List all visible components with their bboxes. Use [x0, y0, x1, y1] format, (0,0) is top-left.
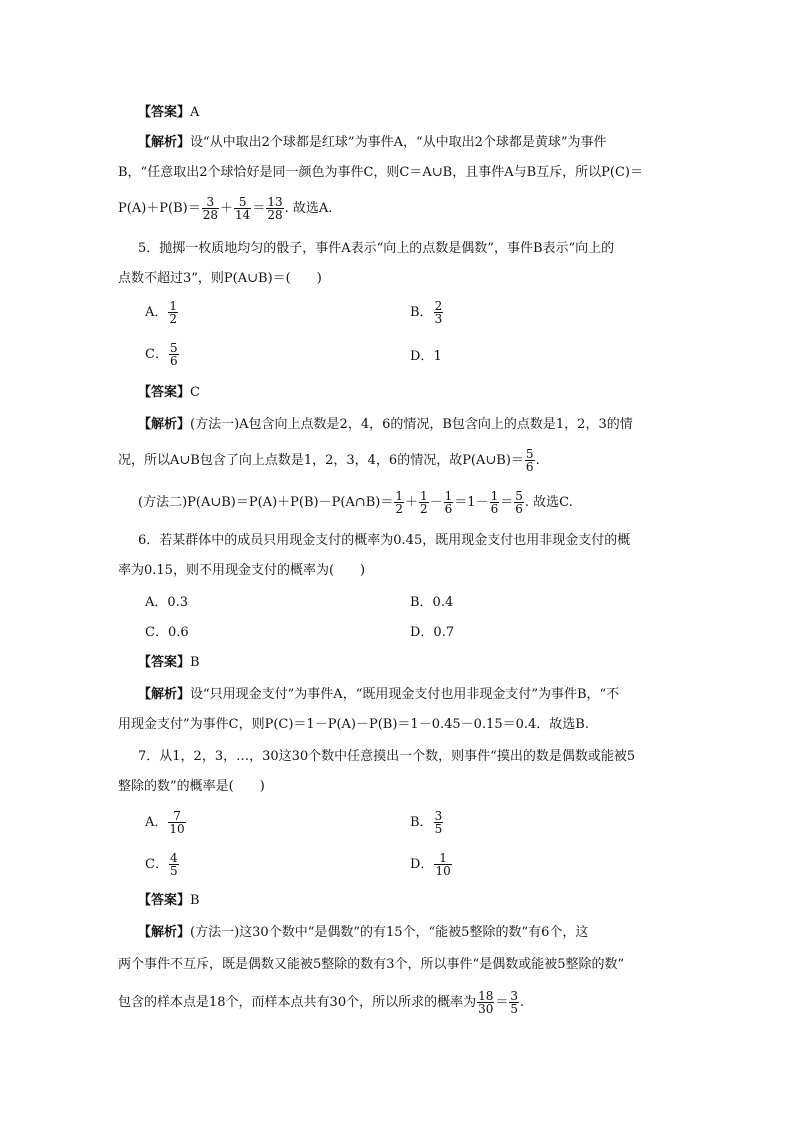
answer-value: A	[190, 105, 200, 120]
solution-7-line-2: 两个事件不互斥，既是偶数又能被5整除的数有3个，所以事件“是偶数或能被5整除的数”	[118, 957, 625, 972]
solution-6-line-2: 用现金支付”为事件C，则P(C)＝1－P(A)－P(B)＝1－0.45－0.15＝0.4．故选B.	[118, 717, 589, 732]
answer-4	[138, 104, 199, 122]
option-5d: D．1	[410, 349, 442, 364]
solution-4-line-2: B，“任意取出2个球恰好是同一颜色为事件C，则C＝A∪B，且事件A与B互斥，所以P(C)＝	[118, 165, 643, 180]
solution-tag: 【解析】	[138, 135, 191, 150]
answer-7	[138, 892, 200, 910]
fraction: $\frac{13}{28}$	[267, 195, 283, 222]
solution-4-line-3: P(A)＋P(B)＝ $\frac{3}{28}$ ＋ $\frac{5}{14}$ ＝ $\frac{13}{28}$ . 故选A.	[118, 195, 333, 222]
question-5-line-1: 5．抛掷一枚质地均匀的骰子，事件A表示“向上的点数是偶数”，事件B表示“向上的	[138, 241, 615, 256]
option-6d: D．0.7	[410, 625, 455, 640]
question-7-line-1: 7．从1，2，3，…，30这30个数中任意摸出一个数，则事件“摸出的数是偶数或能被5	[138, 749, 636, 764]
option-6b: B．0.4	[410, 595, 454, 610]
option-7d: D． $\frac{1}{10}$	[410, 851, 451, 878]
question-6-line-2: 率为0.15，则不用现金支付的概率为( )	[118, 563, 366, 578]
fraction: $\frac{3}{28}$	[202, 195, 219, 222]
option-7b: B． $\frac{3}{5}$	[410, 809, 443, 836]
option-7c: C． $\frac{4}{5}$	[145, 851, 178, 878]
question-7-line-2: 整除的数”的概率是( )	[118, 779, 265, 794]
fraction: $\frac{5}{14}$	[235, 195, 251, 222]
answer-5	[138, 384, 200, 402]
answer-tag: 【答案】	[138, 655, 191, 670]
solution-4-line-1	[138, 134, 607, 152]
answer-tag: 【答案】	[138, 893, 191, 908]
solution-tag: 【解析】	[138, 417, 191, 432]
solution-text: 设“从中取出2个球都是红球”为事件A，“从中取出2个球都是黄球”为事件	[190, 135, 607, 150]
option-7a: A． $\frac{7}{10}$	[145, 809, 185, 836]
question-6-line-1: 6．若某群体中的成员只用现金支付的概率为0.45，既用现金支付也用非现金支付的概	[138, 533, 631, 548]
option-5c: C． $\frac{5}{6}$	[145, 341, 178, 368]
option-6c: C．0.6	[145, 625, 189, 640]
answer-value: B	[190, 893, 200, 908]
formula-text: P(A)＋P(B)＝	[118, 201, 201, 216]
solution-tag: 【解析】	[138, 687, 191, 702]
solution-5-line-2: 况，所以A∪B包含了向上点数是1，2，3，4，6的情况，故P(A∪B)＝ $\frac{5}{6}$ .	[118, 447, 540, 474]
answer-tag: 【答案】	[138, 385, 191, 400]
answer-value: C	[190, 385, 200, 400]
solution-7-line-1: 【解析】(方法一)这30个数中“是偶数”的有15个，“能被5整除的数”有6个，这	[138, 925, 589, 940]
answer-value: B	[190, 655, 200, 670]
option-5b: B． $\frac{2}{3}$	[410, 299, 443, 326]
solution-5-line-1: 【解析】(方法一)A包含向上点数是2，4，6的情况，B包含向上的点数是1，2，3的情	[138, 417, 633, 432]
option-6a: A．0.3	[145, 595, 189, 610]
solution-tag: 【解析】	[138, 925, 191, 940]
answer-tag: 【答案】	[138, 105, 191, 120]
answer-6	[138, 654, 200, 672]
solution-6-line-1: 【解析】设“只用现金支付”为事件A，“既用现金支付也用非现金支付”为事件B，“不	[138, 687, 620, 702]
solution-7-line-3: 包含的样本点是18个，而样本点共有30个，所以所求的概率为 $\frac{18}{30}$ ＝ $\frac{3}{5}$ .	[118, 989, 525, 1016]
solution-5-line-3: (方法二)P(A∪B)＝P(A)＋P(B)－P(A∩B)＝ $\frac{1}{2}$ ＋ $\frac{1}{2}$ － $\frac{1}{6}$ ＝1－ $\frac{1}{6}$ ＝ $\frac{5}{6}$ . 故选C.	[138, 489, 573, 516]
question-5-line-2: 点数不超过3”，则P(A∪B)＝( )	[118, 271, 322, 286]
option-5a: A． $\frac{1}{2}$	[145, 299, 178, 326]
